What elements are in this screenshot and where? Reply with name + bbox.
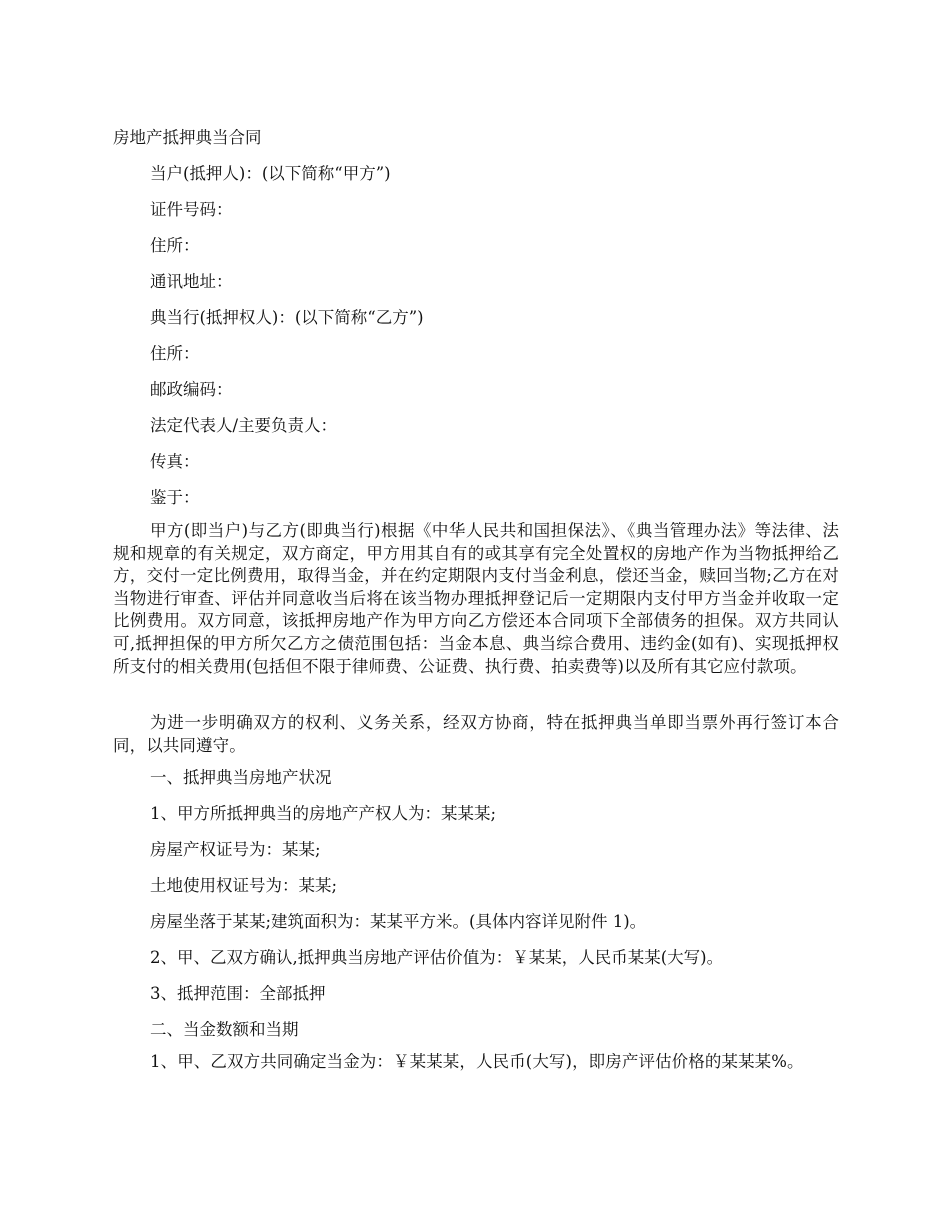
property-location-line: 房屋坐落于某某;建筑面积为：某某平方米。(具体内容详见附件 1)。 xyxy=(150,912,647,931)
section-two-heading: 二、当金数额和当期 xyxy=(150,1020,299,1039)
pawner-line: 当户(抵押人)：(以下简称“甲方”) xyxy=(150,164,391,183)
clause-3-scope: 3、抵押范围：全部抵押 xyxy=(150,984,326,1003)
clause-2-valuation: 2、甲、乙双方确认,抵押典当房地产评估价值为：￥某某，人民币某某(大写)。 xyxy=(150,948,724,967)
pawner-address-line: 住所： xyxy=(150,236,200,255)
postal-code-line: 邮政编码： xyxy=(150,380,233,399)
property-certificate-line: 房屋产权证号为：某某; xyxy=(150,840,321,859)
pawnshop-line: 典当行(抵押权人)：(以下简称“乙方”) xyxy=(150,308,424,327)
id-number-line: 证件号码： xyxy=(150,200,233,219)
whereas-line: 鉴于： xyxy=(150,488,200,507)
mailing-address-line: 通讯地址： xyxy=(150,272,233,291)
fax-line: 传真： xyxy=(150,452,200,471)
clause-1-pawn-amount: 1、甲、乙双方共同确定当金为：￥某某某，人民币(大写)，即房产评估价格的某某某%。 xyxy=(150,1052,804,1071)
pawnshop-address-line: 住所： xyxy=(150,344,200,363)
section-one-heading: 一、抵押典当房地产状况 xyxy=(150,768,332,787)
clause-1-owner: 1、甲方所抵押典当的房地产产权人为：某某某; xyxy=(150,804,497,823)
land-certificate-line: 土地使用权证号为：某某; xyxy=(150,876,338,895)
legal-representative-line: 法定代表人/主要负责人： xyxy=(150,416,338,435)
whereas-paragraph: 甲方(即当户)与乙方(即典当行)根据《中华人民共和国担保法》、《典当管理办法》等法律、法规和规章的有关规定，双方商定，甲方用其自有的或其享有完全处置权的房地产作为当物抵押给乙方，交付一定比例费用，取得当金，并在约定期限内支付当金利息，偿还当金，赎回当物;乙方在对当物进行审查、评估并同意收当后将在该当物办理抵押登记后一定期限内支付甲方当金并收取一定比例费用。双方同意，该抵押房地产作为甲方向乙方偿还本合同项下全部债务的担保。双方共同认可,抵押担保的甲方所欠乙方之债范围包括：当金本息、典当综合费用、违约金(如有)、实现抵押权所支付的相关费用(包括但不限于律师费、公证费、执行费、拍卖费等)以及所有其它应付款项。 xyxy=(113,521,839,676)
purpose-paragraph: 为进一步明确双方的权利、义务关系，经双方协商，特在抵押典当单即当票外再行签订本合同，以共同遵守。 xyxy=(113,713,839,755)
document-title: 房地产抵押典当合同 xyxy=(113,128,262,147)
